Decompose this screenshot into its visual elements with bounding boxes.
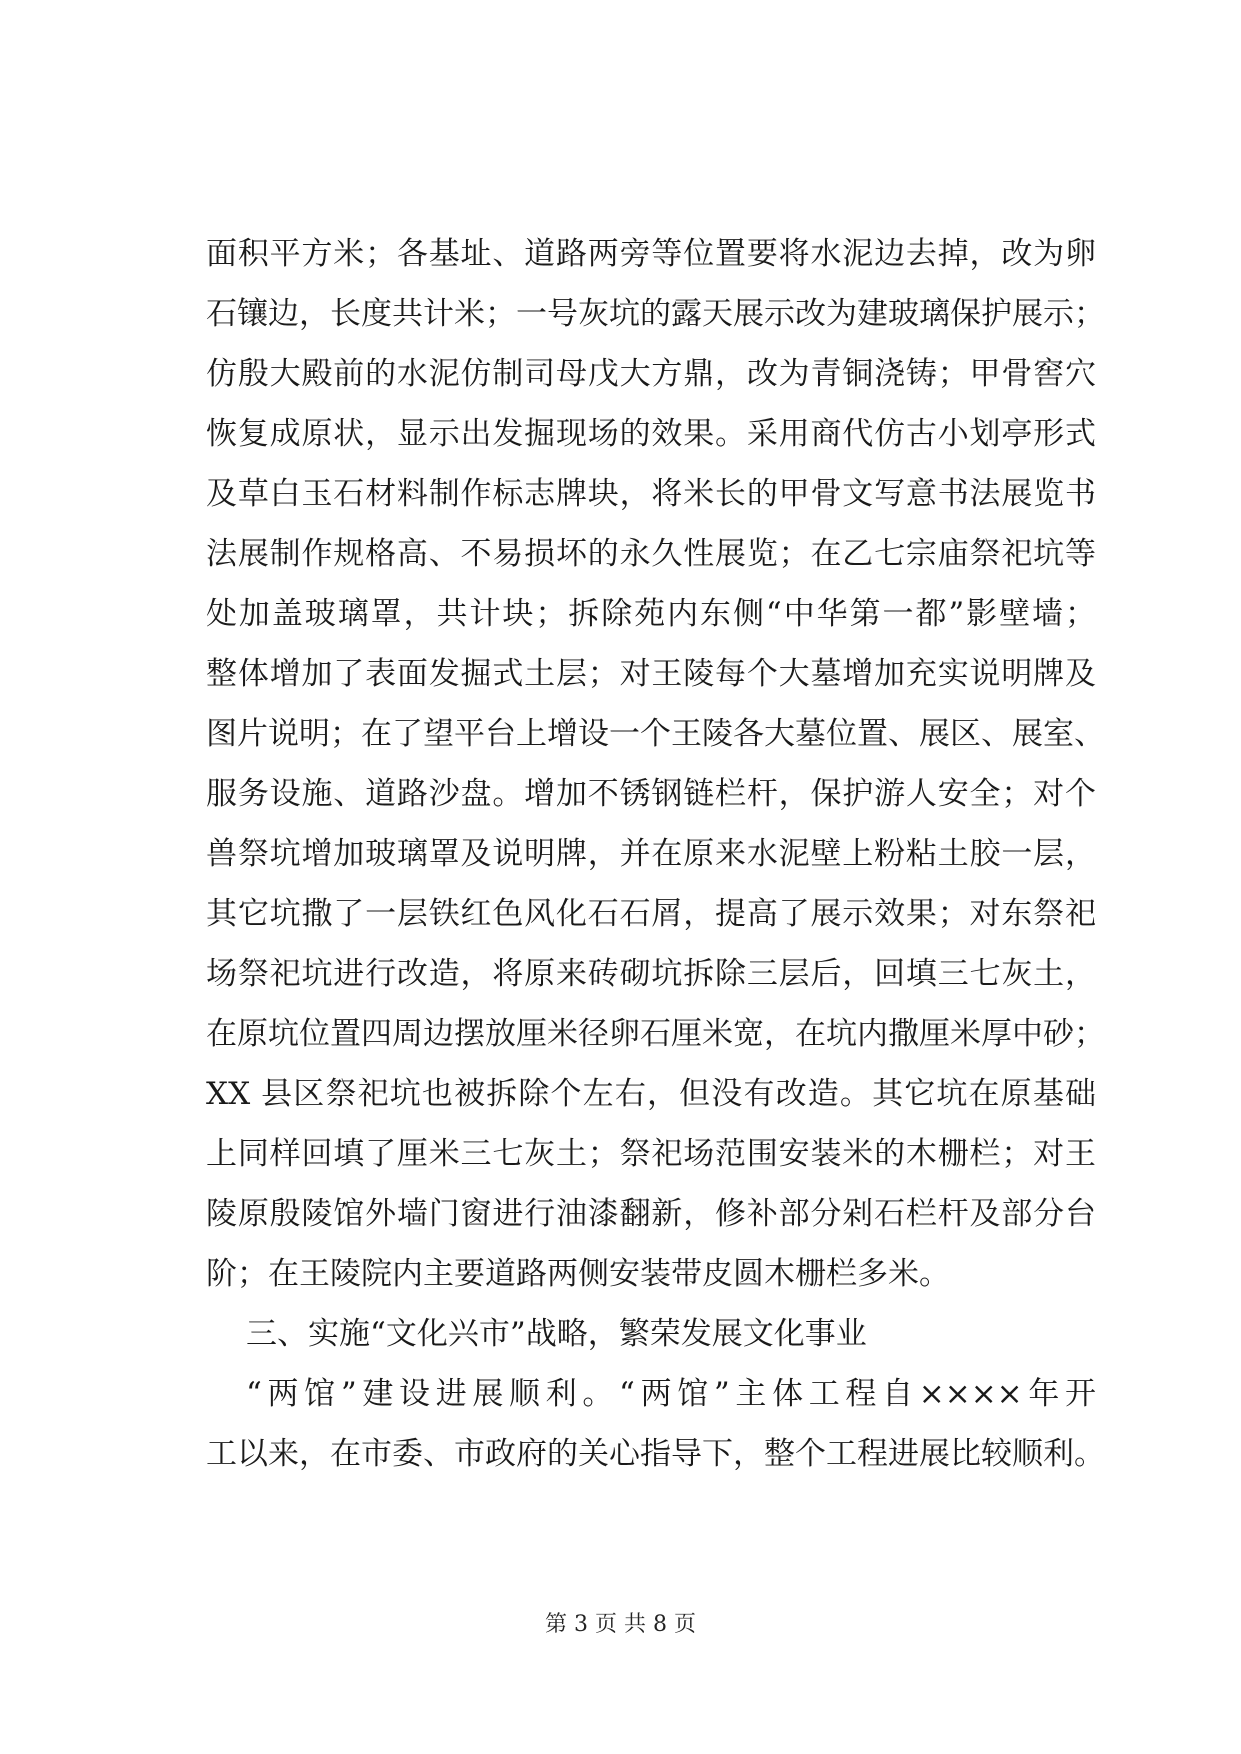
text-line: 在原坑位置四周边摆放厘米径卵石厘米宽，在坑内撒厘米厚中砂； — [206, 1016, 1105, 1052]
text-line: 场祭祀坑进行改造，将原来砖砌坑拆除三层后，回填三七灰土， — [206, 956, 1096, 992]
body-text — [206, 224, 1105, 1484]
text-line: 仿殷大殿前的水泥仿制司母戊大方鼎，改为青铜浇铸；甲骨窖穴 — [206, 356, 1096, 392]
section-heading: 三、实施“文化兴市”战略，繁荣发展文化事业 — [246, 1316, 867, 1352]
text-line-last: 阶；在王陵院内主要道路两侧安装带皮圆木栅栏多米。 — [206, 1256, 950, 1292]
text-line: 整体增加了表面发掘式土层；对王陵每个大墓增加充实说明牌及 — [206, 656, 1096, 692]
text-line: 面积平方米；各基址、道路两旁等位置要将水泥边去掉，改为卵 — [206, 236, 1096, 272]
text-line: 其它坑撒了一层铁红色风化石石屑，提高了展示效果；对东祭祀 — [206, 896, 1096, 932]
text-line: 法展制作规格高、不易损坏的永久性展览；在乙七宗庙祭祀坑等 — [206, 536, 1096, 572]
paragraph-line: 工以来，在市委、市政府的关心指导下，整个工程进展比较顺利。 — [206, 1436, 1105, 1472]
text-line: 陵原殷陵馆外墙门窗进行油漆翻新，修补部分剁石栏杆及部分台 — [206, 1196, 1096, 1232]
text-line: 兽祭坑增加玻璃罩及说明牌，并在原来水泥壁上粉粘土胶一层， — [206, 836, 1096, 872]
page-footer: 第 3 页 共 8 页 — [545, 1612, 696, 1637]
text-line: 石镶边，长度共计米；一号灰坑的露天展示改为建玻璃保护展示； — [206, 296, 1105, 332]
text-line: 服务设施、道路沙盘。增加不锈钢链栏杆，保护游人安全；对个 — [206, 776, 1096, 812]
text-line: 上同样回填了厘米三七灰土；祭祀场范围安装米的木栅栏；对王 — [206, 1136, 1096, 1172]
text-line: 及草白玉石材料制作标志牌块，将米长的甲骨文写意书法展览书 — [206, 476, 1096, 512]
paragraph-line: “两馆”建设进展顺利。“两馆”主体工程自××××年开 — [246, 1376, 1096, 1412]
text-line: XX 县区祭祀坑也被拆除个左右，但没有改造。其它坑在原基础 — [206, 1076, 1096, 1112]
text-line: 图片说明；在了望平台上增设一个王陵各大墓位置、展区、展室、 — [206, 716, 1105, 752]
text-line: 恢复成原状，显示出发掘现场的效果。采用商代仿古小划亭形式 — [206, 416, 1096, 452]
text-line: 处加盖玻璃罩，共计块；拆除苑内东侧“中华第一都”影壁墙； — [206, 596, 1096, 632]
